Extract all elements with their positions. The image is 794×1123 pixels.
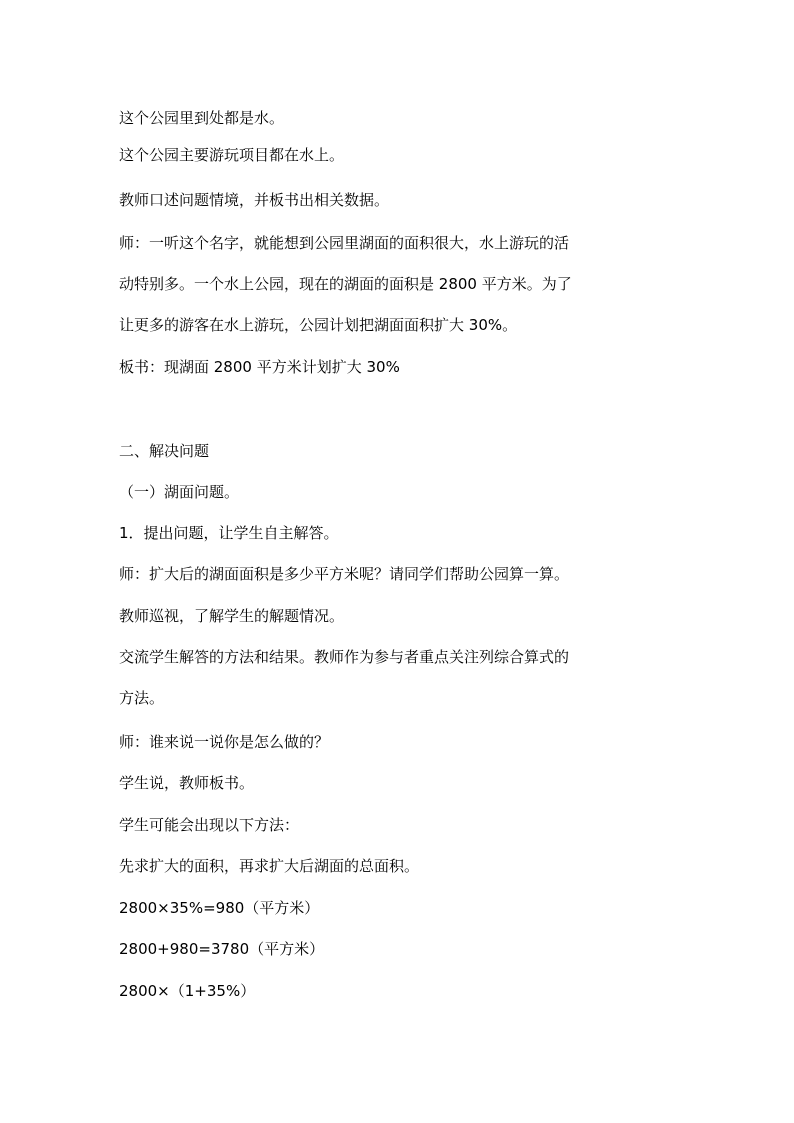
paragraph-line: 方法。 [119, 689, 165, 707]
equation-line: 2800+980=3780（平方米） [119, 940, 325, 958]
subsection-heading: （一）湖面问题。 [119, 483, 240, 501]
paragraph-line: 这个公园里到处都是水。 [119, 109, 285, 127]
paragraph-line: 学生可能会出现以下方法： [119, 816, 300, 834]
paragraph-line: 教师口述问题情境，并板书出相关数据。 [119, 191, 390, 209]
paragraph-line: 板书：现湖面 2800 平方米计划扩大 30% [119, 358, 400, 376]
paragraph-line: 师：扩大后的湖面面积是多少平方米呢？请同学们帮助公园算一算。 [119, 565, 570, 583]
section-heading: 二、解决问题 [119, 442, 210, 460]
paragraph-line: 师：一听这个名字，就能想到公园里湖面的面积很大，水上游玩的活 [119, 234, 570, 252]
equation-line: 2800×35%=980（平方米） [119, 899, 320, 917]
paragraph-line: 让更多的游客在水上游玩，公园计划把湖面面积扩大 30%。 [119, 316, 518, 334]
paragraph-line: 这个公园主要游玩项目都在水上。 [119, 146, 345, 164]
paragraph-line: 1．提出问题，让学生自主解答。 [119, 524, 339, 542]
paragraph-line: 师：谁来说一说你是怎么做的？ [119, 733, 330, 751]
paragraph-line: 学生说，教师板书。 [119, 774, 255, 792]
paragraph-line: 教师巡视，了解学生的解题情况。 [119, 607, 345, 625]
paragraph-line: 先求扩大的面积，再求扩大后湖面的总面积。 [119, 857, 420, 875]
paragraph-line: 交流学生解答的方法和结果。教师作为参与者重点关注列综合算式的 [119, 648, 570, 666]
paragraph-line: 动特别多。一个水上公园，现在的湖面的面积是 2800 平方米。为了 [119, 275, 572, 293]
equation-line: 2800×（1+35%） [119, 982, 256, 1000]
